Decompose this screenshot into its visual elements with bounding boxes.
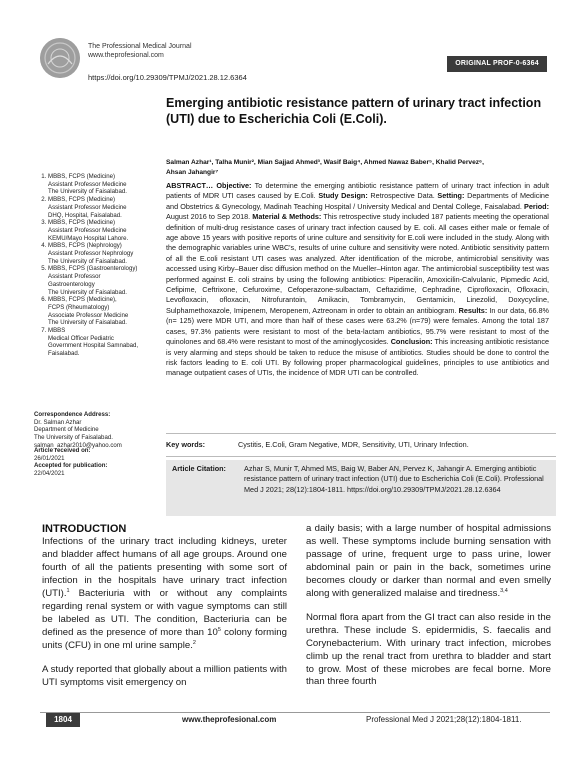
journal-logo-icon [40, 38, 80, 78]
abstract-results: In our data, 66.8% (n= 125) were MDR UTI, and more than half of these cases were 63.2% (n=79) were females. Among the total 187 cases, 97.3% patients were resistant to most of the beta-lactam antibiotics, 95.7% were resistant to most of the quinolones and 68.4% were resistant to most of the aminoglycosides. [166, 305, 549, 347]
affiliation-item: 4. MBBS, FCPS (Nephrology) Assistant Professor Nephrology The University of Faisalabad. [48, 242, 164, 265]
divider [166, 456, 556, 457]
abstract-methods: This retrospective study included 187 patients meeting the operational definition of multi-drug resistance cases of urinary tract infection caused by E. coli. All cases either male or female of age above 15 years with positive reports of urine culture and sensitivity for E.coli were included in the study. Along with the demographic variables urine WBC's, results of urine culture and sensitivity were noted. Antibiotic sensitivity pattern of all the E.coli resistant UTI cases was analyzed. After identification of the microbe, antimicrobial sensitivity was accessed using Kirby–Bauer disc diffusion method on the Mueller–Hinton agar. The antimicrobial susceptibility test was performed against E. coli strains by using the following antibiotics: Piperacilin, Amoxicilin-Calvulanic, Pipmedic Acid, Cefipime, Ceftrixone, Cefuroxime, Cefoperazone-sulbactam, Ceftazidime, Cephradine, Ciprofloxacin, Ofloxacin, Levofloxacin, ofloxacin, Nitrofurantoin, Amikacin, Tombramycin, Gentamicin, Linezolid, Doxycycline, Sulphamethoxazole, Imipenem, Meropenem, Aztreonam in order to obtain an antibiogram. [166, 212, 549, 315]
correspondence-details: Dr. Salman Azhar Department of Medicine The University of Faisalabad. salman_azhar2010@yahoo.com [34, 418, 122, 449]
abstract-setting: Departments of Medicine and Obstetrics & Gynecology, Madinah Teaching Hospital / University Medical and Dental College, Faisalabad. [166, 191, 549, 211]
body-paragraph: Infections of the urinary tract including kidneys, ureter and bladder affect humans of all age groups. Around one fourth of all the patients presenting with some sort of infection in the hospitals have urinary tract infection (UTI).$^1$ Bacteriuria with or without any complaints regarding renal system or with vague symptoms can still be labeled as UTI. The condition, Bacteriuria can be defined as the presence of more than $10^5$ colony forming units (CFU) in one ml urine sample.$^2$ [42, 536, 287, 651]
conclusion-label: Conclusion: [390, 337, 433, 347]
page-number: 1804 [46, 713, 80, 727]
accepted-label: Accepted for publication: [34, 462, 108, 470]
keywords [166, 440, 556, 450]
abstract-label: ABSTRACT… Objective: [166, 181, 252, 190]
received-date-block [34, 447, 162, 478]
affiliation-item: 2. MBBS, FCPS (Medicine) Assistant Professor Medicine DHQ, Hospital, Faisalabad. [48, 196, 164, 219]
footer-divider [40, 712, 550, 713]
article-citation-box [166, 460, 556, 516]
citation-ref: 2 [192, 639, 196, 646]
author-affiliations [34, 173, 164, 358]
body-paragraph: a daily basis; with a large number of hospital admissions as well. These symptoms include burning sensation with passage of urine, frequent urge to pass urine, lower abdominal pain or pain in the back, sometimes urine becomes cloudy or darker than normal and even smelly along with generalized malaise and tiredness.$^{3,4}$ [306, 523, 551, 599]
body-paragraph: A study reported that globally about a million patients with UTI symptoms visit emergency on [42, 663, 287, 688]
citation-label: Article Citation: [172, 464, 226, 473]
affiliation-item: 6. MBBS, FCPS (Medicine), FCPS (Rheumatology) Associate Professor Medicine The University of Faisalabad. [48, 296, 164, 327]
keywords-label: Key words: [166, 440, 206, 449]
abstract-design: Retrospective Data. [367, 191, 438, 201]
journal-name: The Professional Medical Journal [88, 43, 192, 50]
author-list [166, 158, 556, 178]
exponent: 5 [217, 626, 221, 633]
citation-ref: 3,4 [500, 587, 508, 594]
journal-url[interactable]: www.theprofesional.com [88, 52, 164, 59]
author-line: Salman Azhar¹, Talha Munir², Mian Sajjad Ahmed³, Wasif Baig⁴, Ahmed Nawaz Baber⁵, Khalid Pervez⁶, [166, 159, 484, 166]
methods-label: Material & Methods: [252, 212, 322, 222]
article-title: Emerging antibiotic resistance pattern of urinary tract infection (UTI) due to Escherichia Coli (E.Coli). [166, 96, 542, 126]
journal-logo [40, 38, 80, 78]
affiliation-item: 5. MBBS, FCPS (Gastroenterology) Assistant Professor Gastroenterology The University of Faisalabad. [48, 265, 164, 296]
received-date: 26/01/2021 [34, 454, 65, 462]
correspondence-address [34, 411, 162, 450]
abstract-objective: To determine the emerging antibiotic resistance pattern of urinary tract infection in adult patients of MDR UTI cases caused by E.Coli. [166, 181, 549, 201]
body-paragraph: Normal flora apart from the GI tract can also reside in the urethra. These include S. epidermidis, S. faecalis and Corynebacterium. With urinary tract infection, microbes climb up the renal tract from urethra to bladder and start to grow. Most of these microbes are fecal borne. More than three fourth [306, 611, 551, 688]
results-label: Results: [458, 305, 488, 315]
author-line: Ahsan Jahangir⁷ [166, 169, 219, 176]
body-column-right [306, 523, 551, 700]
footer-journal-url[interactable]: www.theprofesional.com [182, 715, 277, 724]
footer-citation: Professional Med J 2021;28(12):1804-1811. [366, 715, 522, 724]
citation-ref: 1 [66, 587, 70, 594]
accepted-date: 22/04/2021 [34, 470, 65, 478]
correspondence-label: Correspondence Address: [34, 411, 111, 418]
period-label: Period: [524, 201, 549, 211]
citation-text: Azhar S, Munir T, Ahmed MS, Baig W, Baber AN, Pervez K, Jahangir A. Emerging antibiotic resistance pattern of urinary tract infection (UTI) due to Escherichia Coli (E.Coli). Professional Med J 2021; 28(12):1804-1811. https://doi.org/10.29309/TPMJ/2021.28.12.6364 [244, 464, 544, 494]
divider [166, 433, 556, 434]
received-label: Article received on: [34, 447, 91, 454]
keywords-text: Cystitis, E.Coli, Gram Negative, MDR, Sensitivity, UTI, Urinary Infection. [238, 440, 469, 449]
abstract-conclusion: This increasing antibiotic resistance is very alarming and steps should be taken to reduce the misuse of antibiotics. Studies should be done to control the risk factors leading to E. coli UTI. By following proper pharmacological guidelines, principles to use antibiotics and manage outpatient cases of UTIs, the incidence of MDR UTI can be controlled. [166, 337, 549, 378]
abstract [166, 181, 549, 379]
body-column-left [42, 523, 287, 700]
setting-label: Setting: [437, 191, 465, 201]
article-type-badge: ORIGINAL PROF-0-6364 [447, 56, 547, 72]
affiliation-item: 1. MBBS, FCPS (Medicine) Assistant Professor Medicine The University of Faisalabad. [48, 173, 164, 196]
abstract-period: August 2016 to Sep 2018. [166, 212, 253, 222]
design-label: Study Design: [318, 191, 368, 201]
affiliation-item: 3. MBBS, FCPS (Medicine) Assistant Professor Medicine KEMU/Mayo Hospital Lahore. [48, 219, 164, 242]
section-heading-introduction: INTRODUCTION [42, 523, 127, 535]
article-doi-link[interactable]: https://doi.org/10.29309/TPMJ/2021.28.12.6364 [88, 73, 247, 82]
affiliation-item: 7. MBBS Medical Officer Pediatric Government Hospital Samnabad, Faisalabad. [48, 327, 164, 358]
